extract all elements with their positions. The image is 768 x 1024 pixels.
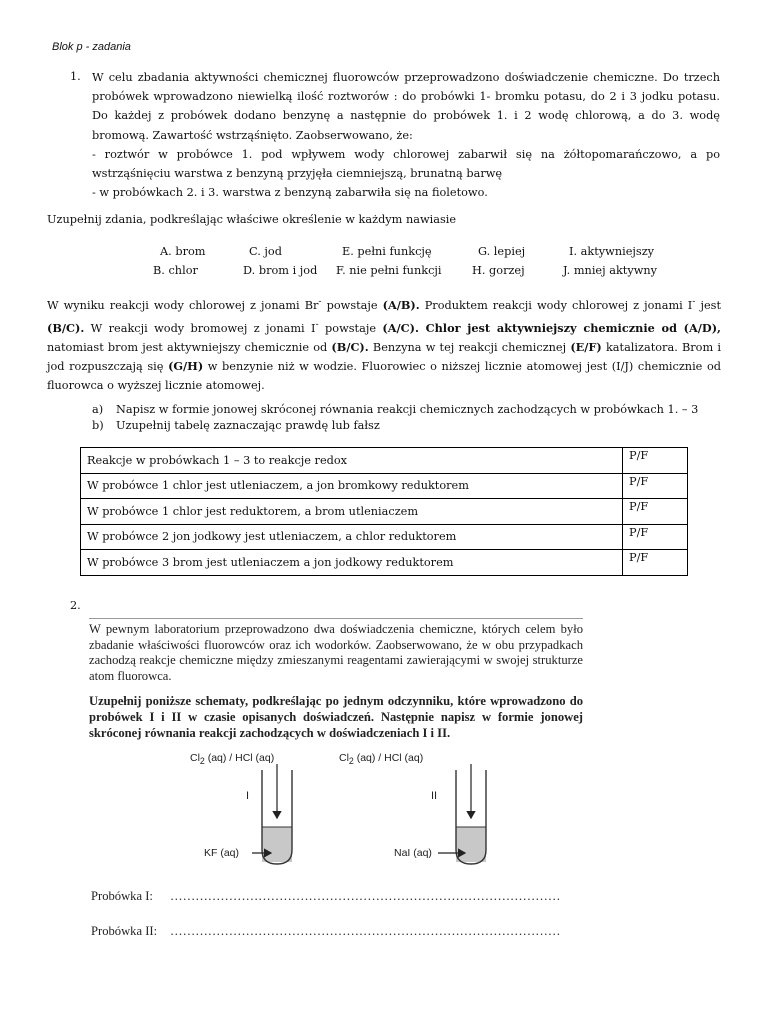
- option-e: E. pełni funkcję: [342, 245, 432, 258]
- option-g: G. lepiej: [478, 245, 526, 258]
- choice-a-d: (A/D),: [683, 320, 721, 335]
- fill-in-text: W wyniku reakcji wody chlorowej z jonami Br- powstaje (A/B). Produktem reakcji wody chlorowej z jonami I- jest (B/C). W reakcji wody bromowej z jonami I- powstaje (A/C). Chlor jest aktywniejszy chemicznie od (A/D), natomiast brom jest aktywniejszy chemicznie od (B/C). Benzyna w tej reakcji chemicznej (E/F) katalizatora. Brom i jod rozpuszczają się (G/H) w benzynie niż w wodzie. Fluorowiec o niższej licznie atomowej jest (I/J) chemicznie od fluorowca o wyższej licznie atomowej.: [47, 296, 721, 393]
- choice-g-h: (G/H): [168, 359, 204, 374]
- choice-b-c-1: (B/C).: [47, 320, 85, 335]
- page-heading: Blok p - zadania: [52, 41, 131, 53]
- pf-cell[interactable]: P/F: [623, 524, 688, 550]
- pf-cell[interactable]: P/F: [623, 448, 688, 474]
- choice-b-c-2: (B/C).: [331, 339, 369, 354]
- tube1-top-reagents: $Cl_2$ (aq) / HCl (aq): [190, 752, 275, 767]
- answer2-label: Probówka II:: [91, 924, 158, 938]
- task1-number: 1.: [70, 70, 81, 83]
- task2-description: W pewnym laboratorium przeprowadzono dwa doświadczenia chemiczne, których celem było zbadanie właściwości fluorowców oraz ich wodorków. Zaobserwowano, że w obu przypadkach zachodzą reakcje chemiczne między zmieszanymi reagentami zawierającymi w swojej strukturze atom fluorowca.: [89, 622, 583, 684]
- option-j: J. mniej aktywny: [563, 264, 658, 277]
- task1-instruction: Uzupełnij zdania, podkreślając właściwe określenie w każdym nawiasie: [47, 213, 457, 226]
- table-statement: Reakcje w probówkach 1 – 3 to reakcje redox: [81, 448, 623, 474]
- tube2-bottom-reagent: NaI (aq): [394, 847, 432, 859]
- option-d: D. brom i jod: [243, 264, 318, 277]
- task1-observation-2: - w probówkach 2. i 3. warstwa z benzyną zabarwiła się na fioletowo.: [92, 186, 488, 200]
- table-statement: W probówce 1 chlor jest reduktorem, a brom utleniaczem: [81, 499, 623, 525]
- tube1-label: I: [246, 790, 250, 802]
- option-h: H. gorzej: [472, 264, 525, 277]
- tube1-bottom-reagent: KF (aq): [204, 847, 240, 859]
- choice-a-b: (A/B).: [382, 297, 420, 312]
- choice-a-c: (A/C).: [382, 320, 419, 335]
- option-a: A. brom: [160, 245, 206, 258]
- pf-cell[interactable]: P/F: [623, 473, 688, 499]
- pf-cell[interactable]: P/F: [623, 499, 688, 525]
- table-statement: W probówce 3 brom jest utleniaczem a jon jodkowy reduktorem: [81, 550, 623, 576]
- task2-instruction: Uzupełnij poniższe schematy, podkreślając po jednym odczynniku, które wprowadzono do probówek I i II w czasie opisanych doświadczeń. Następnie napisz w formie jonowej skróconej równania reakcji zachodzących w doświadczeniach I i II.: [89, 694, 583, 740]
- test-tube-1: [252, 764, 292, 864]
- answer1-field[interactable]: …………………………………………………………………………………: [170, 889, 561, 903]
- task1-observation-1: - roztwór w probówce 1. pod wpływem wody chlorowej zabarwił się na żółtopomarańczowo, a po wstrząśnięciu warstwa z benzyną przyjęła ciemniejszą, brunatną barwę: [92, 147, 720, 181]
- table-statement: W probówce 2 jon jodkowy jest utleniaczem, a chlor reduktorem: [81, 524, 623, 550]
- task2-number: 2.: [70, 599, 81, 612]
- option-i: I. aktywniejszy: [569, 245, 655, 258]
- option-f: F. nie pełni funkcji: [336, 264, 442, 277]
- subtask-b: b) Uzupełnij tabelę zaznaczając prawdę lub fałsz: [92, 419, 380, 432]
- tube2-label: II: [431, 790, 438, 802]
- task1-intro: W celu zbadania aktywności chemicznej fluorowców przeprowadzono doświadczenie chemiczne. Do trzech probówek wprowadzono niewielką ilość roztworów : do probówki 1- bromku potasu, do 2 i 3 jodku potasu. Do każdej z probówek dodano benzynę a następnie do probówek 1. i 2 wodę chlorową, a do 3. wodę bromową. Zawartość wstrząśnięto. Zaobserwowano, że:: [92, 71, 720, 142]
- answer2-field[interactable]: …………………………………………………………………………………: [170, 924, 561, 938]
- option-c: C. jod: [249, 245, 282, 258]
- answer1-label: Probówka I:: [91, 889, 153, 903]
- option-b: B. chlor: [153, 264, 198, 277]
- choice-e-f: (E/F): [570, 339, 602, 354]
- subtask-a: a) Napisz w formie jonowej skróconej równania reakcji chemicznych zachodzących w probówkach 1. – 3: [92, 403, 699, 416]
- table-statement: W probówce 1 chlor jest utleniaczem, a jon bromkowy reduktorem: [81, 473, 623, 499]
- pf-cell[interactable]: P/F: [623, 550, 688, 576]
- test-tube-2: [438, 764, 486, 864]
- tube2-top-reagents: $Cl_2$ (aq) / HCl (aq): [339, 752, 424, 767]
